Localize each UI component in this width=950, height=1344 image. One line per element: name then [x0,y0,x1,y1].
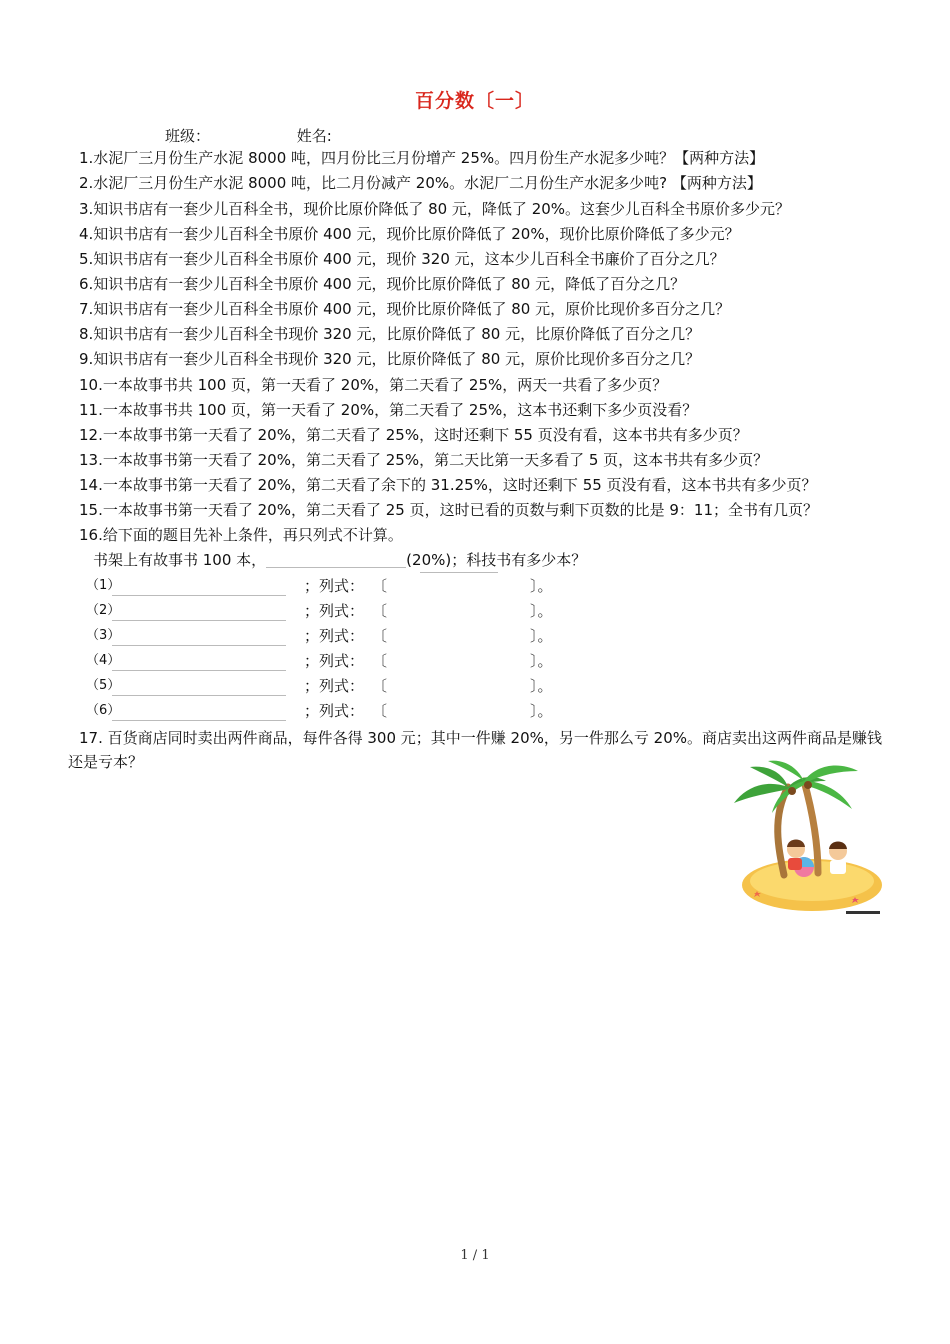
row-index: （3） [86,628,121,643]
q16-row-4 [86,651,606,671]
page-number: 1 / 1 [460,1248,490,1263]
question-1: 1.水泥厂三月份生产水泥 8000 吨，四月份比三月份增产 25%。四月份生产水泥多少吨？【两种方法】 [79,149,765,167]
close-bracket: 〕。 [530,702,553,720]
condition-blank[interactable] [112,720,286,721]
q16-row-5 [86,676,606,696]
question-13: 13.一本故事书第一天看了 20%，第二天看了 25%，第二天比第一天多看了 5 页，这本书共有多少页？ [79,451,769,469]
formula-label: ；列式： [304,577,365,595]
formula-label: ；列式： [304,602,365,620]
open-bracket: 〔 [372,677,388,695]
question-11: 11.一本故事书共 100 页，第一天看了 20%，第二天看了 25%，这本书还剩下多少页没看？ [79,401,698,419]
condition-blank[interactable] [112,670,286,671]
island-illustration [726,757,886,917]
image-credit-mark [846,911,880,914]
question-16: 16.给下面的题目先补上条件，再只列式不计算。 [79,526,403,544]
q16-row-1 [86,576,606,596]
row-index: （5） [86,678,121,693]
q16-row-6 [86,701,606,721]
close-bracket: 〕。 [530,577,553,595]
close-bracket: 〕。 [530,677,553,695]
close-bracket: 〕。 [530,627,553,645]
open-bracket: 〔 [372,577,388,595]
open-bracket: 〔 [372,627,388,645]
open-bracket: 〔 [372,652,388,670]
formula-label: ；列式： [304,627,365,645]
coconut [788,787,796,795]
page-title: 百分数〔一〕 [414,90,535,112]
student-info [165,125,332,146]
formula-label: ；列式： [304,677,365,695]
question-12: 12.一本故事书第一天看了 20%，第二天看了 25%，这时还剩下 55 页没有看，这本书共有多少页？ [79,426,748,444]
question-2: 2.水泥厂三月份生产水泥 8000 吨，比二月份减产 20%。水泥厂二月份生产水泥多少吨? 【两种方法】 [79,174,762,192]
row-index: （2） [86,603,121,618]
open-bracket: 〔 [372,702,388,720]
question-14: 14.一本故事书第一天看了 20%，第二天看了余下的 31.25%，这时还剩下 55 页没有看，这本书共有多少页？ [79,476,817,494]
q16-suffix: (20%)；科技书有多少本？ [406,551,587,569]
open-bracket: 〔 [372,602,388,620]
question-3: 3.知识书店有一套少儿百科全书，现价比原价降低了 80 元，降低了 20%。这套少儿百科全书原价多少元？ [79,200,791,218]
condition-blank[interactable] [112,595,286,596]
q16-prefix: 书架上有故事书 100 本， [93,551,267,569]
coconut [804,781,812,789]
formula-label: ；列式： [304,702,365,720]
row-index: （4） [86,653,121,668]
child-shirt [830,860,846,874]
q16-condition-blank[interactable] [266,553,406,568]
question-8: 8.知识书店有一套少儿百科全书现价 320 元，比原价降低了 80 元，比原价降低了百分之几？ [79,325,701,343]
class-label: 班级： [165,127,211,145]
q16-row-2 [86,601,606,621]
condition-blank[interactable] [112,645,286,646]
q16-suffix-underline [420,572,498,573]
row-index: （6） [86,703,121,718]
formula-label: ；列式： [304,652,365,670]
question-5: 5.知识书店有一套少儿百科全书原价 400 元，现价 320 元，这本少儿百科全书廉价了百分之几？ [79,250,725,268]
q16-prompt [93,550,586,570]
name-label: 姓名: [296,127,332,145]
condition-blank[interactable] [112,695,286,696]
question-7: 7.知识书店有一套少儿百科全书原价 400 元，现价比原价降低了 80 元，原价比现价多百分之几？ [79,300,731,318]
question-10: 10.一本故事书共 100 页，第一天看了 20%，第二天看了 25%，两天一共看了多少页？ [79,376,668,394]
question-17: 17. 百货商店同时卖出两件商品，每件各得 300 元；其中一件赚 20%，另一件那么亏 20%。商店卖出这两件商品是赚钱还是亏本？ [68,729,883,771]
child-shirt [788,858,802,870]
question-15: 15.一本故事书第一天看了 20%，第二天看了 25 页，这时已看的页数与剩下页数的比是 9：11；全书有几页？ [79,501,818,519]
question-4: 4.知识书店有一套少儿百科全书原价 400 元，现价比原价降低了 20%，现价比原价降低了多少元？ [79,225,740,243]
question-6: 6.知识书店有一套少儿百科全书原价 400 元，现价比原价降低了 80 元，降低了百分之几？ [79,275,686,293]
condition-blank[interactable] [112,620,286,621]
q16-row-3 [86,626,606,646]
close-bracket: 〕。 [530,602,553,620]
question-9: 9.知识书店有一套少儿百科全书现价 320 元，比原价降低了 80 元，原价比现价多百分之几？ [79,350,701,368]
row-index: （1） [86,578,121,593]
close-bracket: 〕。 [530,652,553,670]
